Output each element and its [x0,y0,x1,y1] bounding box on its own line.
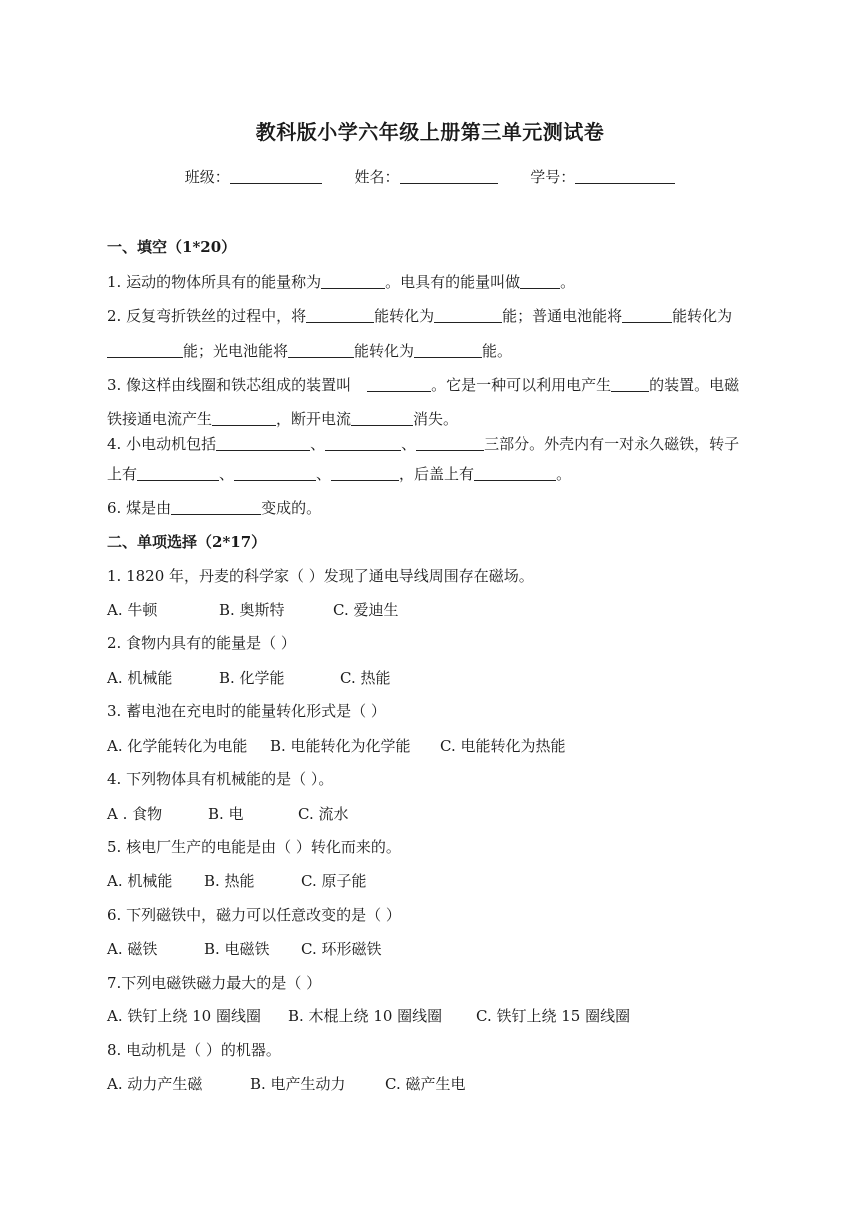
option-c[interactable]: C. 热能 [340,669,391,687]
answer-blank[interactable] [234,466,316,481]
student-info-row [0,166,860,187]
answer-blank[interactable] [367,377,431,392]
question-fill-4-line-1 [107,433,739,454]
class-field [185,168,327,186]
answer-blank[interactable] [611,377,649,392]
question-text: 6. 煤是由 [107,499,172,517]
question-text: 能；光电池能将 [183,342,289,360]
answer-blank[interactable] [520,274,560,289]
option-b[interactable]: B. 热能 [204,872,255,890]
question-text: 三部分。外壳内有一对永久磁铁，转子 [484,435,740,453]
question-text: 3. 像这样由线圈和铁芯组成的装置叫 [107,376,352,394]
answer-blank[interactable] [137,466,219,481]
option-a[interactable]: A. 磁铁 [107,940,158,958]
option-a[interactable]: A . 食物 [107,805,163,823]
name-blank[interactable] [400,169,498,184]
name-field [354,168,502,186]
answer-blank[interactable] [171,500,261,515]
question-text: 能转化为 [374,307,435,325]
choice-question-2: 2. 食物内具有的能量是（ ） [107,634,296,652]
name-label: 姓名： [354,168,400,186]
answer-blank[interactable] [216,436,310,451]
number-label: 学号： [530,168,576,186]
number-blank[interactable] [575,169,675,184]
page-title: 教科版小学六年级上册第三单元测试卷 [255,120,605,144]
option-a[interactable]: A. 机械能 [107,872,173,890]
question-text: 2. 反复弯折铁丝的过程中，将 [107,307,307,325]
question-text: 、 [316,465,332,483]
question-text: 消失。 [413,410,459,428]
option-c[interactable]: C. 电能转化为热能 [440,737,566,755]
question-fill-4-line-2 [107,463,571,484]
answer-blank[interactable] [288,343,354,358]
answer-blank[interactable] [321,274,385,289]
question-text: 变成的。 [261,499,322,517]
choice-question-1: 1. 1820 年，丹麦的科学家（ ）发现了通电导线周围存在磁场。 [107,567,534,585]
choice-question-6: 6. 下列磁铁中，磁力可以任意改变的是（ ） [107,906,401,924]
option-a[interactable]: A. 牛顿 [107,601,158,619]
answer-blank[interactable] [434,308,502,323]
question-text: 能转化为 [354,342,415,360]
choice-question-7: 7.下列电磁铁磁力最大的是（ ） [107,974,322,992]
question-text: 能；普通电池能将 [502,307,623,325]
choice-question-8: 8. 电动机是（ ）的机器。 [107,1041,281,1059]
class-blank[interactable] [230,169,322,184]
option-b[interactable]: B. 奥斯特 [219,601,285,619]
question-text: 。电具有的能量叫做 [385,273,521,291]
option-b[interactable]: B. 化学能 [219,669,285,687]
question-text: 。它是一种可以利用电产生 [431,376,612,394]
question-text: 能转化为 [672,307,733,325]
answer-blank[interactable] [416,436,484,451]
answer-blank[interactable] [306,308,374,323]
option-a[interactable]: A. 化学能转化为电能 [107,737,248,755]
option-a[interactable]: A. 动力产生磁 [107,1075,203,1093]
question-fill-3-line-2 [107,408,458,429]
question-fill-6 [107,497,321,518]
question-fill-2-line-2 [107,340,512,361]
question-text: 1. 运动的物体所具有的能量称为 [107,273,322,291]
question-text: 4. 小电动机包括 [107,435,217,453]
option-a[interactable]: A. 机械能 [107,669,173,687]
question-text: 的装置。电磁 [649,376,740,394]
question-text: 能。 [482,342,513,360]
option-b[interactable]: B. 电能转化为化学能 [270,737,411,755]
answer-blank[interactable] [107,343,183,358]
question-text: 。 [560,273,576,291]
answer-blank[interactable] [622,308,672,323]
choice-question-5: 5. 核电厂生产的电能是由（ ）转化而来的。 [107,838,401,856]
section-heading-single-choice: 二、单项选择（2*17） [107,533,267,551]
question-fill-2-line-1 [107,305,732,326]
answer-blank[interactable] [331,466,399,481]
answer-blank[interactable] [325,436,401,451]
answer-blank[interactable] [414,343,482,358]
question-text: 、 [310,435,326,453]
option-c[interactable]: C. 磁产生电 [385,1075,466,1093]
option-b[interactable]: B. 电 [208,805,244,823]
question-text: 。 [556,465,572,483]
section-heading-fill-in: 一、填空（1*20） [107,238,237,256]
option-c[interactable]: C. 铁钉上绕 15 圈线圈 [476,1007,631,1025]
question-text: 、 [219,465,235,483]
option-b[interactable]: B. 电产生动力 [250,1075,346,1093]
question-fill-3-line-1 [107,374,739,395]
option-b[interactable]: B. 木棍上绕 10 圈线圈 [288,1007,443,1025]
student-number-field [530,168,675,186]
option-c[interactable]: C. 环形磁铁 [301,940,382,958]
question-text: 铁接通电流产生 [107,410,213,428]
answer-blank[interactable] [351,411,413,426]
question-text: ，后盖上有 [399,465,475,483]
class-label: 班级： [184,168,230,186]
option-b[interactable]: B. 电磁铁 [204,940,270,958]
choice-question-3: 3. 蓄电池在充电时的能量转化形式是（ ） [107,702,386,720]
choice-question-4: 4. 下列物体具有机械能的是（ ）。 [107,770,334,788]
question-text: ，断开电流 [276,410,352,428]
question-text: 、 [401,435,417,453]
option-c[interactable]: C. 流水 [298,805,349,823]
answer-blank[interactable] [212,411,276,426]
question-text: 上有 [107,465,138,483]
option-c[interactable]: C. 原子能 [301,872,367,890]
answer-blank[interactable] [474,466,556,481]
question-fill-1 [107,271,575,292]
option-c[interactable]: C. 爱迪生 [333,601,399,619]
option-a[interactable]: A. 铁钉上绕 10 圈线圈 [107,1007,261,1025]
